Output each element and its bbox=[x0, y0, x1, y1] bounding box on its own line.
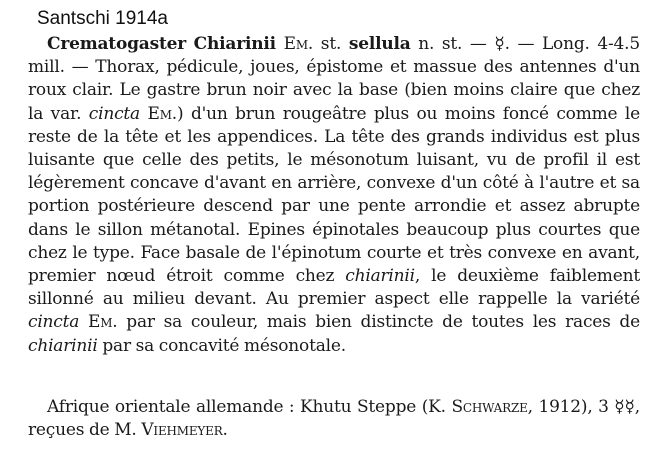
new-taxon-name: sellula bbox=[348, 34, 411, 54]
compare-species: chiarinii bbox=[345, 266, 415, 287]
locality-text-1: Afrique orientale allemande : Khutu Steppe (K. bbox=[47, 397, 446, 417]
var-name: cincta bbox=[88, 103, 140, 124]
description-text-4: par sa couleur, mais bien distincte de toutes les races de bbox=[126, 312, 640, 333]
description-paragraph bbox=[28, 33, 640, 358]
genus-name: Crematogaster bbox=[47, 34, 186, 54]
description-text-1: Long. 4-4.5 mill. — Thorax, pédicule, joues, épistome et massue des antennes d'un roux clair. Le gastre brun noir avec la base (bien moins claire que chez la var. bbox=[28, 34, 640, 124]
var-author: Em. bbox=[147, 103, 178, 124]
reference-label: Santschi 1914a bbox=[37, 8, 168, 29]
rank: st. bbox=[320, 34, 342, 54]
collector-name: Schwarze bbox=[451, 397, 528, 417]
locality-text-2: , 1912), 3 ☿☿, reçues de M. bbox=[28, 397, 640, 441]
compare-var: cincta bbox=[28, 312, 80, 333]
description-text-5: par sa concavité mésonotale. bbox=[102, 335, 346, 356]
taxon-status: n. st. — bbox=[418, 34, 487, 54]
species-author: Em. bbox=[283, 34, 314, 54]
description-text-3: , le deuxième faiblement sillonné au milieu devant. Au premier aspect elle rappelle la variété bbox=[28, 266, 640, 310]
compare-author: Em. bbox=[87, 312, 118, 333]
recipient-name: Viehmeyer bbox=[141, 420, 223, 441]
description-text-2: ) d'un brun rougeâtre plus ou moins foncé comme le reste de la tête et les appendices. La tête des grands individus est plus luisante que celle des petits, le mésonotum luisant, vu de profil il est légèrement concave d'avant en arrière, convexe d'un côté à l'autre et sa portion postérieure descend par une pente arrondie et assez abrupte dans le sillon métanotal. Epines épinotales beaucoup plus courtes que chez le type. Face basale de l'épinotum courte et très convexe en avant, premier nœud étroit comme chez bbox=[28, 103, 640, 287]
races-species: chiarinii bbox=[28, 335, 98, 356]
caste-symbol: ☿. — bbox=[494, 34, 535, 54]
locality-text-3: . bbox=[222, 420, 228, 441]
locality-paragraph bbox=[28, 396, 640, 442]
species-name: Chiarinii bbox=[193, 34, 276, 54]
